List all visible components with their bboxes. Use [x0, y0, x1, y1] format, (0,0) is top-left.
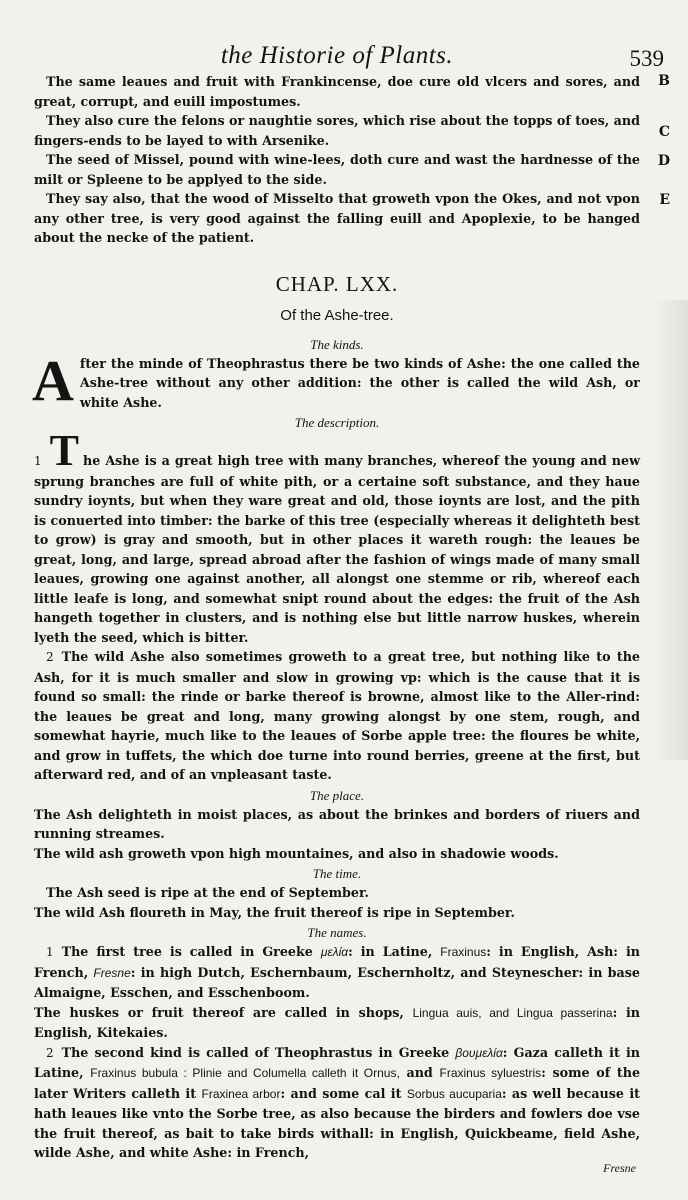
latin-word: Fraxinus syluestris: [439, 1066, 542, 1080]
intro-text: The seed of Missel, pound with wine-lees, doth cure and wast the hardnesse of the milt or Spleene to be applyed to the side.: [34, 152, 640, 187]
place-paragraph-2: The wild ash groweth vpon high mountaines, and also in shadowie woods.: [34, 845, 559, 861]
intro-text: They also cure the felons or naughtie sores, which rise about the topps of toes, and fingers-ends to be layed to with Arsenike.: [34, 113, 640, 148]
margin-letter: D: [657, 153, 670, 169]
margin-letter: B: [658, 73, 670, 89]
running-title: the Historie of Plants.: [220, 42, 454, 69]
description-heading: The description.: [294, 415, 380, 430]
kinds-text: fter the minde of Theophrastus there be two kinds of Ashe: the one called the Ashe-tree without any other addition: the other is called the wild Ash, or white Ashe.: [79, 355, 640, 410]
latin-word: Fraxinus bubula : Plinie and Columella calleth it Ornus,: [90, 1066, 400, 1080]
names-text: : in English, Ash: in French,: [34, 944, 640, 980]
chapter-heading: CHAP. LXX.: [275, 271, 399, 296]
intro-paragraph-1: [34, 72, 670, 111]
latin-word: Fraxinea arbor: [201, 1086, 281, 1101]
intro-paragraph-4: [34, 189, 670, 248]
names-text: : Gaza calleth it in Latine,: [34, 1044, 640, 1080]
intro-text: The same leaues and fruit with Frankincense, doe cure old vlcers and sores, and great, corrupt, and euill impostumes.: [34, 74, 640, 109]
description-paragraph-1: [34, 426, 640, 647]
intro-paragraph-3: [34, 150, 670, 189]
catchword: Fresne: [603, 1160, 636, 1175]
intro-paragraph-2: [34, 111, 670, 150]
place-paragraph-1: The Ash delighteth in moist places, as about the brinkes and borders of riuers and running streames.: [34, 806, 640, 841]
time-paragraph-2: The wild Ash floureth in May, the fruit thereof is ripe in September.: [34, 904, 515, 920]
description-text: he Ashe is a great high tree with many branches, whereof the young and new sprung branches are full of white pith, or a certaine soft substance, and they haue sundry ioynts, but when they ware great and old, those ioynts are lost, and the pith is conuerted into timber: the barke of this tree (especially whereas it delighteth best to grow) is gray and smooth, but in other places it wareth rough: the leaues be great, long, and large, spread abroad after the fashion of wings made of many small leaues, growing one against another, all alongst one stemme or rib, whereof each little leafe is long, and somewhat snipt round about the edges: the fruit of the Ash hangeth together in clusters, and is nothing else but little narrow huskes, wherein lyeth the seed, which is bitter.: [34, 453, 640, 645]
time-heading: The time.: [312, 866, 362, 881]
names-text: : and some cal it: [280, 1085, 402, 1101]
running-head: [34, 30, 664, 72]
french-word: Fresne: [93, 965, 131, 980]
names-text: : in Latine,: [348, 944, 433, 959]
names-heading: The names.: [307, 925, 367, 940]
description-paragraph-2: [34, 647, 640, 785]
latin-word: Sorbus aucuparia: [406, 1086, 502, 1101]
time-paragraph-1: The Ash seed is ripe at the end of September.: [46, 885, 369, 900]
names-text: : in high Dutch, Eschernbaum, Eschernholtz, and Steynescher: in base Almaigne, Esschen, and Esschenboom.: [34, 964, 640, 1000]
names-text: The second kind is called of Theophrastus in Greeke: [61, 1044, 450, 1060]
names-text: and: [406, 1065, 433, 1080]
chapter-title: Of the Ashe-tree.: [280, 306, 394, 324]
item-number: 1: [46, 945, 54, 959]
names-text: The huskes or fruit thereof are called in shops,: [34, 1004, 404, 1020]
greek-word: βουμελία: [455, 1045, 503, 1060]
description-text: The wild Ashe also sometimes groweth to a great tree, but nothing like to the Ash, for it is much smaller and slow in growing vp: which is the cause that it is found so small: the rinde or barke thereof is browne, almost like to the Aller-rind: the leaues be great and long, many growing alongst by one stem, rough, and somewhat hayrie, much like to the leaues of Sorbe apple tree: the floures be white, and grow in tuffets, the which doe turne into round berries, greene at the first, but afterward red, and of an vnpleasant taste.: [34, 649, 640, 782]
item-number: 1: [34, 454, 42, 468]
kinds-heading: The kinds.: [310, 336, 364, 352]
item-number: 2: [46, 650, 54, 664]
names-text: : as well because it hath leaues like vnto the Sorbe tree, as also because the birders and fowlers doe vse the fruit thereof, as bait to take birds withall: in English, Quickbeame, field Ashe, wilde Ashe, and white Ashe: in French,: [34, 1085, 641, 1160]
latin-word: Fraxinus: [440, 945, 487, 959]
names-paragraph-2: [34, 1003, 640, 1043]
place-heading: The place.: [309, 787, 365, 803]
margin-letter: C: [658, 124, 670, 140]
drop-cap: T: [49, 426, 79, 475]
names-paragraph-1: [34, 942, 640, 1003]
names-text: The first tree is called in Greeke: [61, 944, 313, 959]
greek-word: μελία: [320, 945, 349, 959]
kinds-paragraph: [32, 347, 640, 413]
latin-word: Lingua auis, and Lingua passerina: [412, 1005, 613, 1020]
names-text: : some of the later Writers calleth it: [34, 1065, 641, 1101]
drop-cap: A: [32, 347, 74, 413]
intro-text: They say also, that the wood of Misselto that groweth vpon the Okes, and not vpon any other tree, is very good against the falling euill and Apoplexie, to be hanged about the necke of the patient.: [34, 191, 640, 245]
item-number: 2: [46, 1045, 54, 1060]
margin-letter: E: [659, 192, 670, 208]
names-text: : in English, Kitekaies.: [34, 1004, 640, 1040]
names-paragraph-3: [34, 1043, 640, 1163]
page-number: 539: [629, 46, 664, 71]
